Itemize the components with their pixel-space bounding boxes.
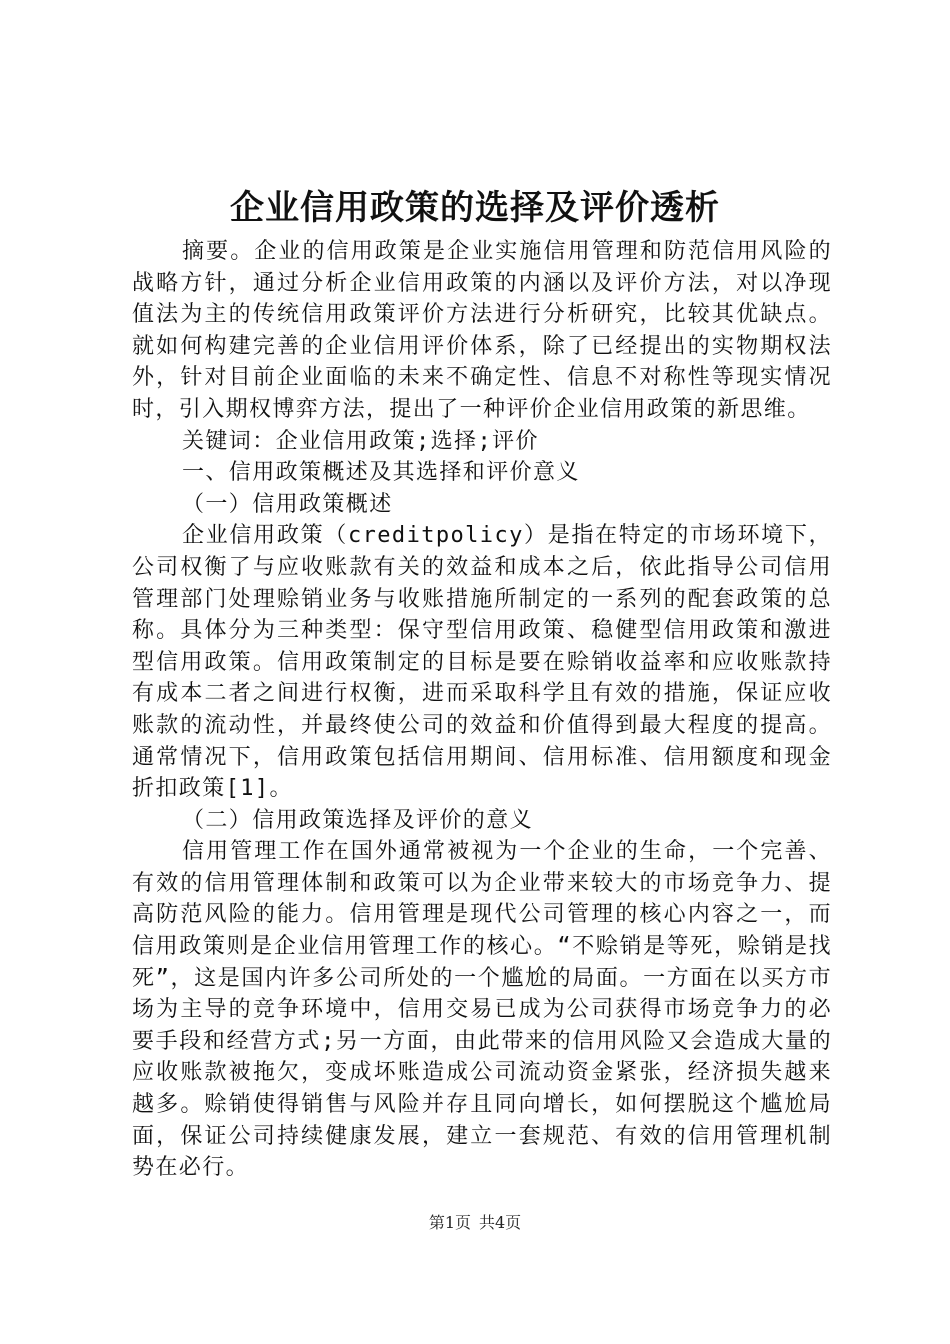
page-number: 第1页 xyxy=(428,1213,471,1232)
section-heading-1: 一、信用政策概述及其选择和评价意义 xyxy=(182,460,580,486)
keywords-paragraph: 关键词：企业信用政策;选择;评价 xyxy=(182,428,539,454)
body-paragraph-1: 企业信用政策（creditpolicy）是指在特定的市场环境下，公司权衡了与应收账款有关的效益和成本之后，依此指导公司信用管理部门处理赊销业务与收账措施所制定的一系列的配套政策的总称。具体分为三种类型：保守型信用政策、稳健型信用政策和激进型信用政策。信用政策制定的目标是要在赊销收益率和应收账款持有成本二者之间进行权衡，进而采取科学且有效的措施，保证应收账款的流动性，并最终使公司的效益和价值得到最大程度的提高。通常情况下，信用政策包括信用期间、信用标准、信用额度和现金折扣政策[1]。 xyxy=(132,523,832,802)
subsection-heading-2: （二）信用政策选择及评价的意义 xyxy=(182,807,534,833)
document-title: 企业信用政策的选择及评价透析 xyxy=(230,188,720,228)
abstract-paragraph: 摘要。企业的信用政策是企业实施信用管理和防范信用风险的战略方针，通过分析企业信用政策的内涵以及评价方法，对以净现值法为主的传统信用政策评价方法进行分析研究，比较其优缺点。就如何构建完善的企业信用评价体系，除了已经提出的实物期权法外，针对目前企业面临的未来不确定性、信息不对称性等现实情况时，引入期权博弈方法，提出了一种评价企业信用政策的新思维。 xyxy=(132,239,832,422)
page-footer xyxy=(0,1212,950,1234)
subsection-heading-1: （一）信用政策概述 xyxy=(182,491,393,517)
document-body xyxy=(132,236,832,1184)
body-paragraph-2: 信用管理工作在国外通常被视为一个企业的生命，一个完善、有效的信用管理体制和政策可以为企业带来较大的市场竞争力、提高防范风险的能力。信用管理是现代公司管理的核心内容之一，而信用政策则是企业信用管理工作的核心。“不赊销是等死，赊销是找死”，这是国内许多公司所处的一个尴尬的局面。一方面在以买方市场为主导的竞争环境中，信用交易已成为公司获得市场竞争力的必要手段和经营方式;另一方面，由此带来的信用风险又会造成大量的应收账款被拖欠，变成坏账造成公司流动资金紧张，经济损失越来越多。赊销使得销售与风险并存且同向增长，如何摆脱这个尴尬局面，保证公司持续健康发展，建立一套规范、有效的信用管理机制势在必行。 xyxy=(132,839,832,1181)
page-total: 共4页 xyxy=(479,1213,522,1232)
